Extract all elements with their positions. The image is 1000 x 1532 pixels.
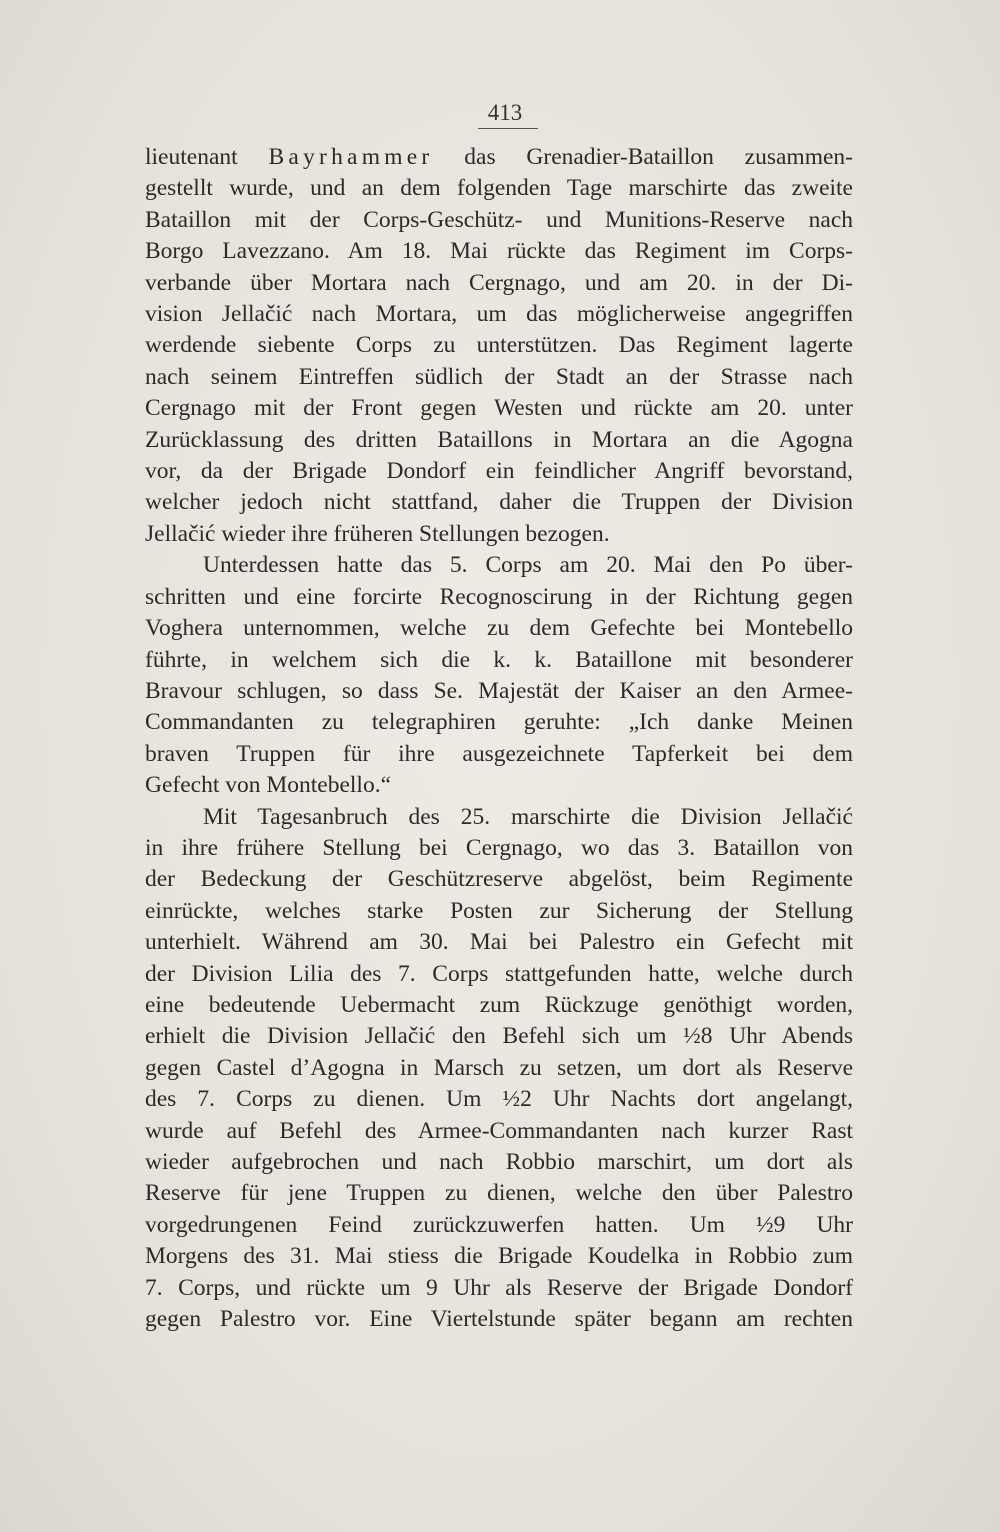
text-line: Jellačić wieder ihre früheren Stellungen bezogen. bbox=[145, 520, 610, 547]
text-line: 7. Corps, und rückte um 9 Uhr als Reserve der Brigade Dondorf bbox=[145, 1274, 853, 1301]
text-line: verbande über Mortara nach Cergnago, und am 20. in der Di- bbox=[145, 269, 853, 296]
text-line: schritten und eine forcirte Recognoscirung in der Richtung gegen bbox=[145, 583, 853, 610]
text-line: werdende siebente Corps zu unterstützen. Das Regiment lagerte bbox=[145, 332, 853, 359]
text-line: führte, in welchem sich die k. k. Bataillone mit besonderer bbox=[145, 646, 853, 673]
text-line: einrückte, welches starke Posten zur Sicherung der Stellung bbox=[145, 897, 853, 924]
text-line: in ihre frühere Stellung bei Cergnago, wo das 3. Bataillon von bbox=[145, 834, 853, 861]
body-text bbox=[145, 142, 853, 1335]
text-line: vision Jellačić nach Mortara, um das möglicherweise angegriffen bbox=[145, 301, 853, 328]
text-line: welcher jedoch nicht stattfand, daher die Truppen der Division bbox=[145, 489, 853, 516]
text-line: gegen Palestro vor. Eine Viertelstunde später begann am rechten bbox=[145, 1306, 853, 1333]
text-line: Zurücklassung des dritten Bataillons in Mortara an die Agogna bbox=[145, 426, 853, 453]
text-line: Voghera unternommen, welche zu dem Gefechte bei Montebello bbox=[145, 615, 853, 642]
page-number-rule bbox=[478, 128, 538, 129]
text-segment: das Grenadier-Bataillon zusammen- bbox=[433, 144, 853, 170]
text-line: eine bedeutende Uebermacht zum Rückzuge genöthigt worden, bbox=[145, 991, 853, 1018]
text-line: Morgens des 31. Mai stiess die Brigade Koudelka in Robbio zum bbox=[145, 1243, 853, 1270]
text-line: des 7. Corps zu dienen. Um ½2 Uhr Nachts dort angelangt, bbox=[145, 1086, 853, 1113]
text-line: erhielt die Division Jellačić den Befehl sich um ½8 Uhr Abends bbox=[145, 1023, 853, 1050]
page-number: 413 bbox=[487, 100, 523, 125]
text-line: vor, da der Brigade Dondorf ein feindlicher Angriff bevorstand, bbox=[145, 458, 853, 485]
spaced-name: Bayrhammer bbox=[268, 144, 434, 170]
text-line: Gefecht von Montebello.“ bbox=[145, 772, 392, 799]
text-segment: lieutenant bbox=[145, 144, 269, 170]
text-line: gegen Castel d’Agogna in Marsch zu setzen, um dort als Reserve bbox=[145, 1054, 853, 1081]
text-line: wurde auf Befehl des Armee-Commandanten nach kurzer Rast bbox=[145, 1117, 853, 1144]
text-line: braven Truppen für ihre ausgezeichnete Tapferkeit bei dem bbox=[145, 740, 853, 767]
text-line: Reserve für jene Truppen zu dienen, welche den über Palestro bbox=[145, 1180, 853, 1207]
text-line bbox=[145, 142, 853, 173]
text-line: Commandanten zu telegraphiren geruhte: „Ich danke Meinen bbox=[145, 709, 853, 736]
text-line: wieder aufgebrochen und nach Robbio marschirt, um dort als bbox=[145, 1149, 853, 1175]
text-line: der Division Lilia des 7. Corps stattgefunden hatte, welche durch bbox=[145, 960, 853, 987]
text-line: unterhielt. Während am 30. Mai bei Palestro ein Gefecht mit bbox=[145, 929, 853, 956]
text-line: Bataillon mit der Corps-Geschütz- und Munitions-Reserve nach bbox=[145, 206, 853, 233]
text-line: der Bedeckung der Geschützreserve abgelöst, beim Regimente bbox=[145, 866, 853, 893]
text-line: Bravour schlugen, so dass Se. Majestät der Kaiser an den Armee- bbox=[145, 677, 853, 704]
text-line: Unterdessen hatte das 5. Corps am 20. Mai den Po über- bbox=[203, 552, 853, 579]
text-line: Borgo Lavezzano. Am 18. Mai rückte das Regiment im Corps- bbox=[145, 238, 853, 265]
text-line: Cergnago mit der Front gegen Westen und rückte am 20. unter bbox=[145, 395, 853, 422]
text-line: nach seinem Eintreffen südlich der Stadt an der Strasse nach bbox=[145, 363, 853, 390]
text-line: Mit Tagesanbruch des 25. marschirte die Division Jellačić bbox=[203, 803, 853, 830]
text-line: vorgedrungenen Feind zurückzuwerfen hatten. Um ½9 Uhr bbox=[145, 1211, 853, 1238]
text-line: gestellt wurde, und an dem folgenden Tage marschirte das zweite bbox=[145, 175, 853, 202]
